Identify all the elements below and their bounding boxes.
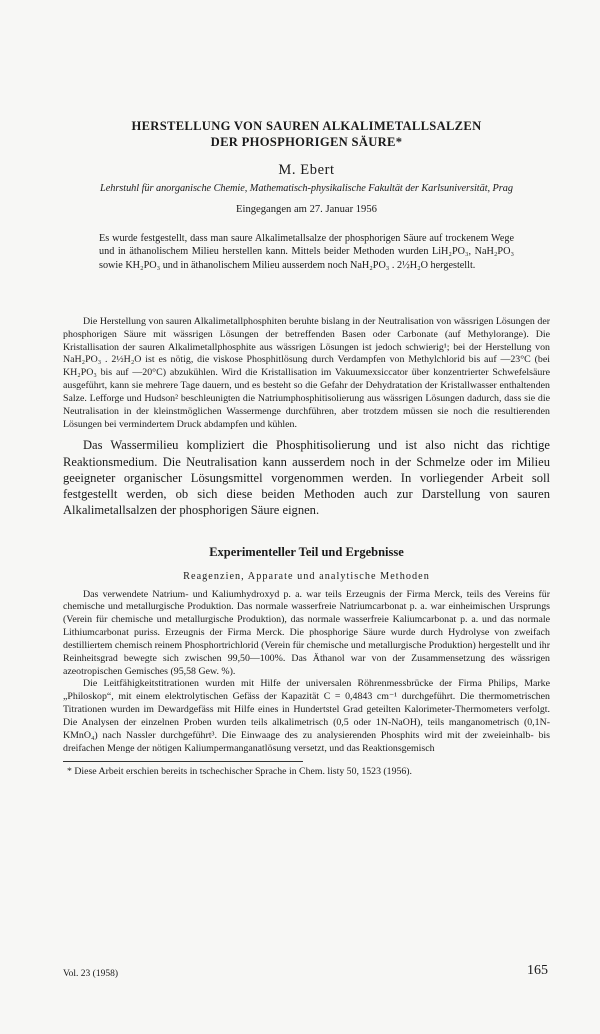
abstract: Es wurde festgestellt, dass man saure Alkalimetallsalze der phosphorigen Säure auf trockenem Wege und in äthanolischem Milieu herstellen kann. Mittels beider Methoden wurden LiH₂PO₃, NaH₂PO₃ sowie KH₂PO₃ und in äthanolischem Milieu ausserdem noch NaH₂PO₃ . 2½H₂O hergestellt.	[99, 233, 514, 271]
section-heading: Experimenteller Teil und Ergebnisse	[209, 544, 404, 559]
footnote-rule	[63, 761, 303, 762]
received-date: Eingegangen am 27. Januar 1956	[236, 204, 377, 215]
intro-paragraph: Die Herstellung von sauren Alkalimetallphosphiten beruhte bislang in der Neutralisation von wässrigen Lösungen der phosphorigen Säure mit wässrigen Lösungen der betreffenden Basen oder Carbonate (auf Methylorange). Die Kristallisation der sauren Alkalimetallphosphite aus wässrigen Lösungen ist jedoch schwierig¹; bei der Herstellung von NaH₂PO₃ . 2½H₂O ist es nötig, die viskose Phosphitlösung durch Verdampfen von Methylchlorid bis auf —23°C (bei KH₂PO₃ bis auf —20°C) abzukühlen. Wird die Kristallisation im Vakuumexsiccator über konzentrierter Schwefelsäure ausgeführt, kann sie mehrere Tage dauern, und es besteht so die Gefahr der Dehydratation der Kristallwasser enthaltenden Salze. Lefforge und Hudson² beschleunigten die Natriumphosphitisolierung aus wässrigen Lösungen dadurch, dass sie die Neutralisation in der kleinstmöglichen Wassermenge durchführen, aber trotzdem müssen sie noch die resultierenden Lösungen bei vermindertem Druck abdampfen und kühlen.	[63, 315, 550, 430]
methods-paragraph-1: Das verwendete Natrium- und Kaliumhydroxyd p. a. war teils Erzeugnis der Firma Merck, teils des Vereins für chemische und metallurgische Produktion. Das normale wasserfreie Natriumcarbonat p. a. war einheimischen Ursprungs (Verein für chemische und metallurgische Produktion), das normale wasserfreie Kaliumcarbonat p. a. und das normale Lithiumcarbonat puriss. Erzeugnis der Firma Merck. Die phosphorige Säure wurde durch Hydrolyse von zweifach destilliertem chemisch reinem Phosphortrichlorid (Verein für chemische und metallurgische Produktion) hergestellt und ihr Reinheitsgrad bewegte sich zwischen 99,50—100%. Das Äthanol war von der Zusammensetzung des wässrigen azeotropischen Gemisches (95,58 Gew. %).	[63, 588, 550, 677]
affiliation: Lehrstuhl für anorganische Chemie, Mathematisch-physikalische Fakultät der Karlsuniversität, Prag	[100, 183, 513, 194]
body-paragraph-large: Das Wassermilieu kompliziert die Phosphitisolierung und ist also nicht das richtige Reaktionsmedium. Die Neutralisation kann ausserdem noch in der Schmelze oder im Milieu geeigneter organischer Lösungsmittel vorgenommen werden. In vorliegender Arbeit soll festgestellt werden, ob sich diese beiden Methoden auch zur Darstellung von sauren Alkalimetallsalzen der phosphorigen Säure eignen.	[63, 438, 550, 518]
page	[0, 118, 600, 1034]
footnote: * Diese Arbeit erschien bereits in tschechischer Sprache in Chem. listy 50, 1523 (1956).	[67, 766, 412, 778]
title-line-2: DER PHOSPHORIGEN SÄURE*	[210, 135, 403, 149]
author: M. Ebert	[278, 162, 335, 178]
methods-paragraph-2: Die Leitfähigkeitstitrationen wurden mit Hilfe der universalen Röhrenmessbrücke der Firma Philips, Marke „Philoskop“, mit einem elektrolytischen Gefäss der Kapazität C = 0,4843 cm⁻¹ durchgeführt. Die thermometrischen Titrationen wurden im Dewardgefäss mit Hilfe eines in Hundertstel Grad geteilten Kalorimeter-Thermometers verfolgt. Die Analysen der einzelnen Proben wurden teils alkalimetrisch (0,5 oder 1N-NaOH), teils manganometrisch (0,1N-KMnO₄) nach Nassler durchgeführt³. Die Einwaage des zu analysierenden Phosphits wird mit der zweieinhalb- bis dreifachen Menge der nötigen Kaliumpermanganatlösung versetzt, und das Reaktionsgemisch	[63, 678, 550, 754]
subsection-heading: Reagenzien, Apparate und analytische Methoden	[183, 570, 430, 582]
article-title	[63, 118, 550, 150]
volume-label: Vol. 23 (1958)	[63, 969, 118, 979]
page-number: 165	[527, 963, 548, 978]
title-line-1: HERSTELLUNG VON SAUREN ALKALIMETALLSALZEN	[131, 119, 482, 133]
